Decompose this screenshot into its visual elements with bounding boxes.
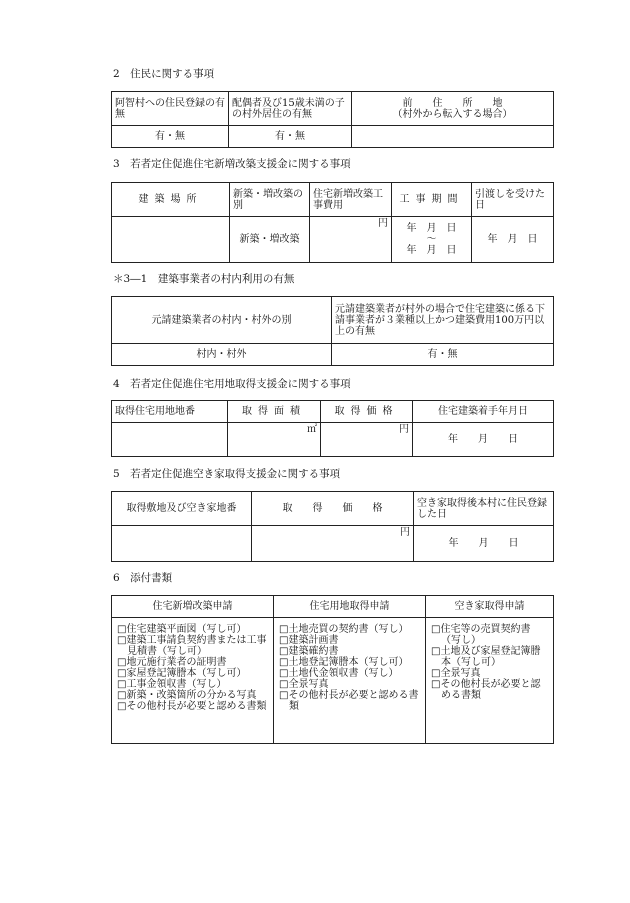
resident-table <box>111 91 554 148</box>
land-area-header: 取得面積 <box>228 401 321 423</box>
resident-registration-date-header: 空き家取得後本村に住民登録した日 <box>414 492 554 526</box>
attachments-vacant-house-list <box>426 618 554 744</box>
building-site-value <box>112 217 230 263</box>
section-3-1-title: ＊3―1 建築事業者の村内利用の有無 <box>113 273 295 285</box>
period-to: 年 月 日 <box>406 245 457 256</box>
previous-address-label: 前 住 所 地 <box>402 97 503 109</box>
vacant-house-price-value <box>252 526 414 562</box>
vacant-house-lot-header: 取得敷地及び空き家地番 <box>112 492 252 526</box>
list-item: □新築・改築箇所の分かる写真 <box>117 690 257 701</box>
resident-registration-header: 阿智村への住民登録の有無 <box>112 92 229 126</box>
list-item: □土地売買の契約書（写し） <box>279 624 409 635</box>
subcontractor-condition-value: 有・無 <box>332 344 554 366</box>
construction-start-header: 住宅建築着手年月日 <box>413 401 554 423</box>
section-6-title: 6 添付書類 <box>113 572 173 584</box>
list-item: □全景写真 <box>431 668 481 679</box>
list-item: □住宅建築平面図（写し可） <box>117 624 247 635</box>
vacant-house-table <box>111 491 554 562</box>
building-site-header: 建築場所 <box>112 183 230 217</box>
period-separator: 〜 <box>426 234 437 245</box>
section-5-title: 5 若者定住促進空き家取得支援金に関する事項 <box>113 468 341 480</box>
land-acquisition-table <box>111 400 554 457</box>
construction-cost-header: 住宅新増改築工事費用 <box>310 183 392 217</box>
construction-cost-value <box>310 217 392 263</box>
previous-address-note: （村外から転入する場合） <box>392 108 513 120</box>
yen-unit: 円 <box>378 218 388 229</box>
list-item: □土地登記簿謄本（写し可） <box>279 657 409 668</box>
previous-address-value <box>352 126 554 148</box>
land-area-value <box>228 423 321 457</box>
list-item: □その他村長が必要と認める書類 <box>279 690 419 712</box>
attachments-table <box>111 595 554 744</box>
subcontractor-condition-header: 元請建築業者が村外の場合で住宅建築に係る下請事業者が３業種以上かつ建築費用100万円以上の有無 <box>332 297 554 344</box>
construction-type-header: 新築・増改築の別 <box>230 183 310 217</box>
contractor-location-header: 元請建築業者の村内・村外の別 <box>112 297 332 344</box>
construction-type-value: 新築・増改築 <box>230 217 310 263</box>
family-outside-header: 配偶者及び15歳未満の子の村外居住の有無 <box>229 92 352 126</box>
list-item: □家屋登記簿謄本（写し可） <box>117 668 247 679</box>
attachments-vacant-house-header: 空き家取得申請 <box>426 596 554 618</box>
list-item: □工事金領収書（写し） <box>117 679 227 690</box>
vacant-house-price-header: 取 得 価 格 <box>252 492 414 526</box>
attachments-construction-header: 住宅新増改築申請 <box>112 596 274 618</box>
list-item: □その他村長が必要と認める書類 <box>117 701 267 712</box>
contractor-table <box>111 296 554 366</box>
square-meter-unit: ㎡ <box>307 424 317 435</box>
list-item: □土地及び家屋登記簿謄本（写し可） <box>431 646 541 668</box>
land-lot-number-value <box>112 423 228 457</box>
yen-unit: 円 <box>399 424 409 435</box>
land-price-header: 取得価格 <box>321 401 413 423</box>
list-item: □土地代金領収書（写し） <box>279 668 399 679</box>
family-outside-value: 有・無 <box>229 126 352 148</box>
resident-registration-date-value: 年 月 日 <box>414 526 554 562</box>
yen-unit: 円 <box>400 527 410 538</box>
attachments-construction-list <box>112 618 274 744</box>
vacant-house-lot-value <box>112 526 252 562</box>
construction-period-header: 工事期間 <box>392 183 472 217</box>
attachments-land-list <box>274 618 426 744</box>
list-item: □その他村長が必要と認める書類 <box>431 679 541 701</box>
list-item: □地元施行業者の証明書 <box>117 657 227 668</box>
previous-address-header <box>352 92 554 126</box>
list-item: □建築計画書 <box>279 635 339 646</box>
section-3-title: 3 若者定住促進住宅新増改築支援金に関する事項 <box>113 158 351 170</box>
list-item: □建築確約書 <box>279 646 339 657</box>
resident-registration-value: 有・無 <box>112 126 229 148</box>
period-from: 年 月 日 <box>406 223 457 234</box>
section-2-title: 2 住民に関する事項 <box>113 68 215 80</box>
attachments-land-header: 住宅用地取得申請 <box>274 596 426 618</box>
construction-table <box>111 182 554 263</box>
list-item: □建築工事請負契約書または工事見積書（写し可） <box>117 635 267 657</box>
handover-date-value: 年 月 日 <box>472 217 554 263</box>
construction-start-value: 年 月 日 <box>413 423 554 457</box>
section-4-title: 4 若者定住促進住宅用地取得支援金に関する事項 <box>113 378 351 390</box>
land-lot-number-header: 取得住宅用地地番 <box>112 401 228 423</box>
land-price-value <box>321 423 413 457</box>
handover-date-header: 引渡しを受けた日 <box>472 183 554 217</box>
list-item: □住宅等の売買契約書（写し） <box>431 624 531 646</box>
construction-period-value <box>392 217 472 263</box>
contractor-location-value: 村内・村外 <box>112 344 332 366</box>
list-item: □全景写真 <box>279 679 329 690</box>
